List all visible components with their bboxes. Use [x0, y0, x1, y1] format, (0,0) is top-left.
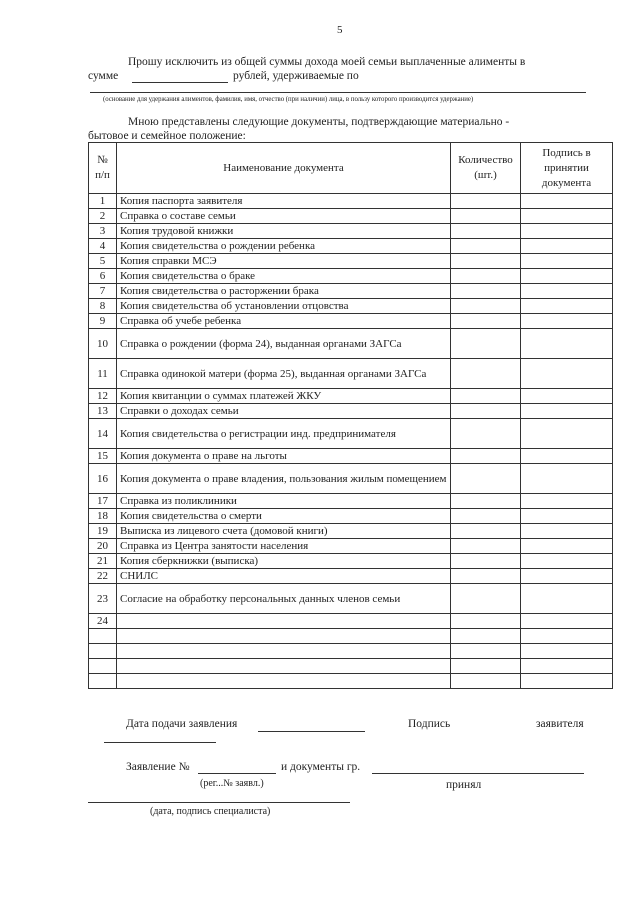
document-name: Копия справки МСЭ: [117, 254, 451, 269]
signature-cell[interactable]: [521, 644, 613, 659]
quantity-cell[interactable]: [451, 404, 521, 419]
row-number: 20: [89, 539, 117, 554]
documents-table: [88, 142, 613, 689]
row-number: 8: [89, 299, 117, 314]
quantity-cell[interactable]: [451, 644, 521, 659]
quantity-cell[interactable]: [451, 464, 521, 494]
quantity-cell[interactable]: [451, 569, 521, 584]
document-name: Копия документа о праве на льготы: [117, 449, 451, 464]
table-row: [89, 389, 613, 404]
row-number: 18: [89, 509, 117, 524]
signature-cell[interactable]: [521, 314, 613, 329]
signature-cell[interactable]: [521, 509, 613, 524]
row-number: 19: [89, 524, 117, 539]
row-number: [89, 629, 117, 644]
row-number: 13: [89, 404, 117, 419]
signature-label: Подпись: [408, 718, 451, 730]
table-row: [89, 269, 613, 284]
statement-number-label: Заявление №: [126, 761, 190, 773]
table-row: [89, 404, 613, 419]
signature-cell[interactable]: [521, 239, 613, 254]
document-name: Справка одинокой матери (форма 25), выданная органами ЗАГСа: [117, 359, 451, 389]
quantity-cell[interactable]: [451, 659, 521, 674]
basis-note: (основание для удержания алиментов, фамилия, имя, отчество (при наличии) лица, в пользу которого производится удержание): [103, 96, 474, 103]
header-sign: Подпись в принятии документа: [521, 143, 613, 194]
signature-cell[interactable]: [521, 389, 613, 404]
table-row: [89, 524, 613, 539]
row-number: 14: [89, 419, 117, 449]
document-name: СНИЛС: [117, 569, 451, 584]
row-number: 16: [89, 464, 117, 494]
row-number: 6: [89, 269, 117, 284]
quantity-cell[interactable]: [451, 329, 521, 359]
row-number: 4: [89, 239, 117, 254]
signature-cell[interactable]: [521, 659, 613, 674]
table-row: [89, 554, 613, 569]
document-name: Копия свидетельства о регистрации инд. предпринимателя: [117, 419, 451, 449]
document-name: Копия свидетельства об установлении отцовства: [117, 299, 451, 314]
signature-cell[interactable]: [521, 569, 613, 584]
row-number: 15: [89, 449, 117, 464]
quantity-cell[interactable]: [451, 224, 521, 239]
header-qty: Количество (шт.): [451, 143, 521, 194]
quantity-cell[interactable]: [451, 584, 521, 614]
header-num: № п/п: [89, 143, 117, 194]
signature-cell[interactable]: [521, 224, 613, 239]
signature-cell[interactable]: [521, 329, 613, 359]
signature-cell[interactable]: [521, 614, 613, 629]
table-header-row: [89, 143, 613, 194]
document-name: Копия свидетельства о расторжении брака: [117, 284, 451, 299]
row-number: [89, 659, 117, 674]
quantity-cell[interactable]: [451, 674, 521, 689]
row-number: 21: [89, 554, 117, 569]
quantity-cell[interactable]: [451, 539, 521, 554]
quantity-cell[interactable]: [451, 524, 521, 539]
table-row: [89, 329, 613, 359]
signature-cell[interactable]: [521, 539, 613, 554]
table-row: [89, 419, 613, 449]
signature-cell[interactable]: [521, 449, 613, 464]
signature-cell[interactable]: [521, 524, 613, 539]
table-row: [89, 629, 613, 644]
row-number: 5: [89, 254, 117, 269]
quantity-cell[interactable]: [451, 494, 521, 509]
document-name: [117, 629, 451, 644]
quantity-cell[interactable]: [451, 419, 521, 449]
basis-field[interactable]: [90, 92, 586, 93]
table-row: [89, 539, 613, 554]
quantity-cell[interactable]: [451, 449, 521, 464]
quantity-cell[interactable]: [451, 194, 521, 209]
statement-line-1: Прошу исключить из общей суммы дохода моей семьи выплаченные алименты в: [128, 56, 526, 68]
row-number: 10: [89, 329, 117, 359]
document-name: Справка о рождении (форма 24), выданная органами ЗАГСа: [117, 329, 451, 359]
signature-cell[interactable]: [521, 359, 613, 389]
quantity-cell[interactable]: [451, 284, 521, 299]
quantity-cell[interactable]: [451, 299, 521, 314]
document-name: Справка из поликлиники: [117, 494, 451, 509]
row-number: 11: [89, 359, 117, 389]
document-name: Копия сберкнижки (выписка): [117, 554, 451, 569]
document-name: Копия свидетельства о смерти: [117, 509, 451, 524]
table-row: [89, 674, 613, 689]
row-number: [89, 674, 117, 689]
statement-line-2-mid: рублей, удерживаемые по: [233, 70, 359, 82]
signature-cell[interactable]: [521, 194, 613, 209]
quantity-cell[interactable]: [451, 509, 521, 524]
row-number: 24: [89, 614, 117, 629]
table-row: [89, 659, 613, 674]
document-name: Справка о составе семьи: [117, 209, 451, 224]
accepted-label: принял: [446, 779, 482, 791]
documents-label: и документы гр.: [281, 761, 361, 773]
header-name: Наименование документа: [117, 143, 451, 194]
row-number: 7: [89, 284, 117, 299]
document-name: Справка из Центра занятости населения: [117, 539, 451, 554]
signature-cell[interactable]: [521, 404, 613, 419]
date-field[interactable]: [258, 731, 365, 732]
table-row: [89, 494, 613, 509]
signature-cell[interactable]: [521, 419, 613, 449]
quantity-cell[interactable]: [451, 209, 521, 224]
document-name: Выписка из лицевого счета (домовой книги): [117, 524, 451, 539]
quantity-cell[interactable]: [451, 554, 521, 569]
document-name: Копия свидетельства о рождении ребенка: [117, 239, 451, 254]
table-row: [89, 209, 613, 224]
table-row: [89, 299, 613, 314]
row-number: 22: [89, 569, 117, 584]
signature-cell[interactable]: [521, 284, 613, 299]
document-name: Справки о доходах семьи: [117, 404, 451, 419]
reg-note: (рег...№ заявл.): [200, 778, 264, 789]
table-row: [89, 284, 613, 299]
signature-cell[interactable]: [521, 209, 613, 224]
document-name: [117, 644, 451, 659]
quantity-cell[interactable]: [451, 269, 521, 284]
quantity-cell[interactable]: [451, 314, 521, 329]
signature-cell[interactable]: [521, 299, 613, 314]
row-number: [89, 644, 117, 659]
signature-cell[interactable]: [521, 464, 613, 494]
quantity-cell[interactable]: [451, 359, 521, 389]
signature-cell[interactable]: [521, 554, 613, 569]
document-name: [117, 614, 451, 629]
table-row: [89, 449, 613, 464]
signature-cell[interactable]: [521, 584, 613, 614]
row-number: 17: [89, 494, 117, 509]
table-row: [89, 644, 613, 659]
intro-line-1: Мною представлены следующие документы, подтверждающие материально -: [128, 116, 510, 128]
document-name: [117, 674, 451, 689]
quantity-cell[interactable]: [451, 629, 521, 644]
statement-line-2-start: сумме: [88, 70, 119, 82]
applicant-signature-field[interactable]: [104, 742, 216, 743]
table-row: [89, 254, 613, 269]
signature-cell[interactable]: [521, 494, 613, 509]
table-row: [89, 239, 613, 254]
page-number: 5: [337, 24, 343, 36]
quantity-cell[interactable]: [451, 389, 521, 404]
statement-number-field[interactable]: [198, 773, 276, 774]
signature-cell[interactable]: [521, 269, 613, 284]
intro-line-2: бытовое и семейное положение:: [88, 130, 246, 142]
row-number: 9: [89, 314, 117, 329]
quantity-cell[interactable]: [451, 614, 521, 629]
row-number: 2: [89, 209, 117, 224]
signature-cell[interactable]: [521, 254, 613, 269]
quantity-cell[interactable]: [451, 254, 521, 269]
row-number: 23: [89, 584, 117, 614]
date-label: Дата подачи заявления: [126, 718, 238, 730]
document-name: Копия паспорта заявителя: [117, 194, 451, 209]
table-row: [89, 464, 613, 494]
table-row: [89, 509, 613, 524]
document-name: Копия квитанции о суммах платежей ЖКУ: [117, 389, 451, 404]
amount-field[interactable]: [132, 82, 228, 83]
table-row: [89, 584, 613, 614]
row-number: 3: [89, 224, 117, 239]
citizen-name-field[interactable]: [372, 773, 584, 774]
document-name: Справка об учебе ребенка: [117, 314, 451, 329]
quantity-cell[interactable]: [451, 239, 521, 254]
applicant-label: заявителя: [536, 718, 584, 730]
signature-cell[interactable]: [521, 674, 613, 689]
document-name: Копия свидетельства о браке: [117, 269, 451, 284]
document-name: [117, 659, 451, 674]
specialist-signature-field[interactable]: [88, 802, 350, 803]
row-number: 12: [89, 389, 117, 404]
document-name: Копия документа о праве владения, пользования жилым помещением: [117, 464, 451, 494]
signature-cell[interactable]: [521, 629, 613, 644]
table-row: [89, 224, 613, 239]
table-row: [89, 614, 613, 629]
specialist-note: (дата, подпись специалиста): [150, 806, 271, 817]
table-row: [89, 314, 613, 329]
document-name: Согласие на обработку персональных данных членов семьи: [117, 584, 451, 614]
table-row: [89, 359, 613, 389]
row-number: 1: [89, 194, 117, 209]
table-row: [89, 194, 613, 209]
document-name: Копия трудовой книжки: [117, 224, 451, 239]
table-row: [89, 569, 613, 584]
